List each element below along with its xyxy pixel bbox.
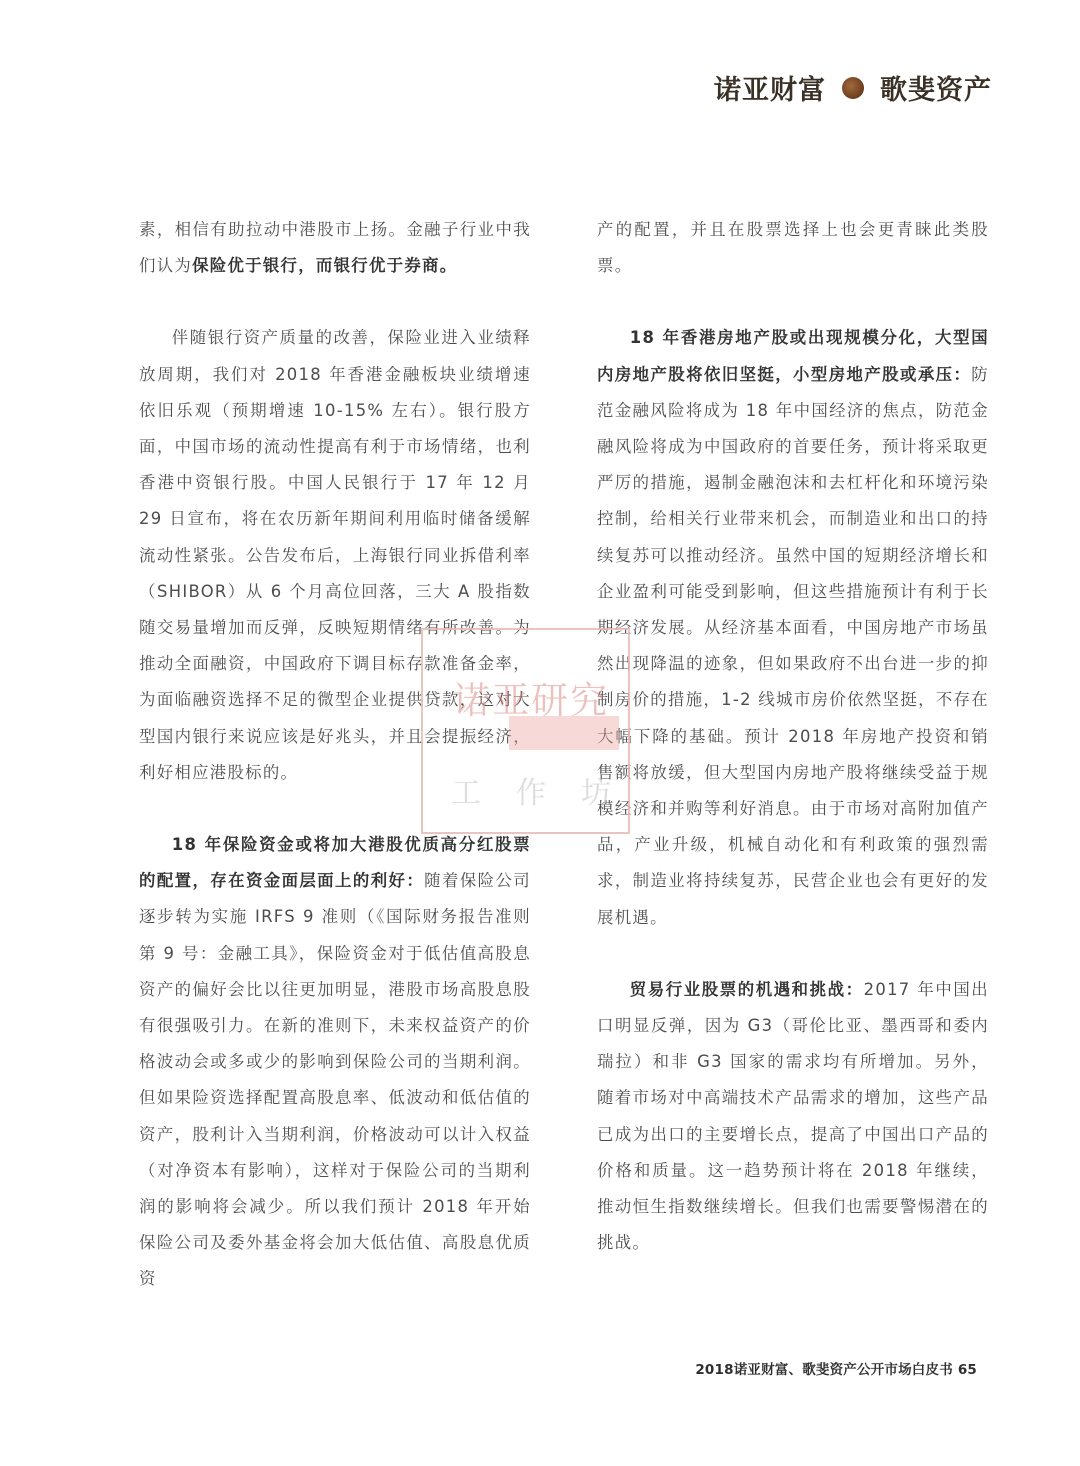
watermark-char: 作 — [516, 776, 546, 811]
logo-icon — [842, 77, 864, 99]
page-header — [714, 68, 992, 107]
brand-gopher: 歌斐资产 — [880, 75, 992, 106]
right-p2-bold: 18 年香港房地产股或出现规模分化，大型国内房地产股将依旧坚挺，小型房地产股或承压： — [597, 328, 989, 384]
left-column — [139, 212, 531, 1298]
watermark-title: 诺亚研究 — [453, 679, 609, 722]
left-paragraph-2: 伴随银行资产质量的改善，保险业进入业绩释放周期，我们对 2018 年香港金融板块业绩增速依旧乐观（预期增速 10-15% 左右）。银行股方面，中国市场的流动性提高有利于市场情绪，也利香港中资银行股。中国人民银行于 17 年 12 月 29 日宣布，将在农历新年期间利用临时储备缓解流动性紧张。公告发布后，上海银行同业拆借利率（SHIBOR）从 6 个月高位回落，三大 A 股指数随交易量增加而反弹，反映短期情绪有所改善。为推动全面融资，中国政府下调目标存款准备金率，为面临融资选择不足的微型企业提供贷款，这对大型国内银行来说应该是好兆头，并且会提振经济，利好相应港股标的。 — [139, 328, 531, 782]
left-p1-bold: 保险优于银行，而银行优于券商。 — [192, 256, 458, 276]
page-footer — [695, 1358, 977, 1378]
left-paragraph-3 — [139, 827, 531, 1298]
left-paragraph-1 — [139, 212, 531, 284]
right-paragraph-1: 产的配置，并且在股票选择上也会更青睐此类股票。 — [597, 220, 989, 276]
page-number: 65 — [957, 1362, 977, 1378]
right-paragraph-3 — [597, 972, 989, 1262]
left-p3-text: 随着保险公司逐步转为实施 IRFS 9 准则（《国际财务报告准则第 9 号：金融工具》，保险资金对于低估值高股息资产的偏好会比以往更加明显，港股市场高股息股有很强吸引力。在新的准则下，未来权益资产的价格波动会或多或少的影响到保险公司的当期利润。但如果险资选择配置高股息率、低波动和低估值的资产，股利计入当期利润，价格波动可以计入权益（对净资本有影响），这样对于保险公司的当期利润的影响将会减少。所以我们预计 2018 年开始保险公司及委外基金将会加大低估值、高股息优质资 — [139, 871, 531, 1289]
brand-noah: 诺亚财富 — [714, 75, 826, 106]
right-p3-bold: 贸易行业股票的机遇和挑战： — [629, 979, 864, 999]
right-paragraph-2 — [597, 320, 989, 935]
right-p2-text: 防范金融风险将成为 18 年中国经济的焦点，防范金融风险将成为中国政府的首要任务，预计将采取更严厉的措施，遏制金融泡沫和去杠杆化和环境污染控制，给相关行业带来机会，而制造业和出口的持续复苏可以推动经济。虽然中国的短期经济增长和企业盈利可能受到影响，但这些措施预计有利于长期经济发展。从经济基本面看，中国房地产市场虽然出现降温的迹象，但如果政府不出台进一步的抑制房价的措施，1-2 线城市房价依然坚挺，不存在大幅下降的基础。预计 2018 年房地产投资和销售额将放缓，但大型国内房地产股将继续受益于规模经济和并购等利好消息。由于市场对高附加值产品，产业升级，机械自动化和有利政策的强烈需求，制造业将持续复苏，民营企业也会有更好的发展机遇。 — [597, 364, 989, 927]
watermark-char: 坊 — [581, 776, 611, 811]
right-column — [597, 212, 989, 1261]
left-p3-bold: 18 年保险资金或将加大港股优质高分红股票的配置，存在资金面层面上的利好： — [139, 835, 531, 891]
footer-title: 2018诺亚财富、歌斐资产公开市场白皮书 — [695, 1362, 953, 1378]
right-p3-text: 2017 年中国出口明显反弹，因为 G3（哥伦比亚、墨西哥和委内瑞拉）和非 G3 国家的需求均有所增加。另外，随着市场对中高端技术产品需求的增加，这些产品已成为出口的主要增长点，提高了中国出口产品的价格和质量。这一趋势预计将在 2018 年继续，推动恒生指数继续增长。但我们也需要警惕潜在的挑战。 — [597, 979, 989, 1253]
watermark-char: 工 — [451, 776, 481, 811]
left-p1-text: 素，相信有助拉动中港股市上扬。金融子行业中我们认为 — [139, 220, 531, 276]
